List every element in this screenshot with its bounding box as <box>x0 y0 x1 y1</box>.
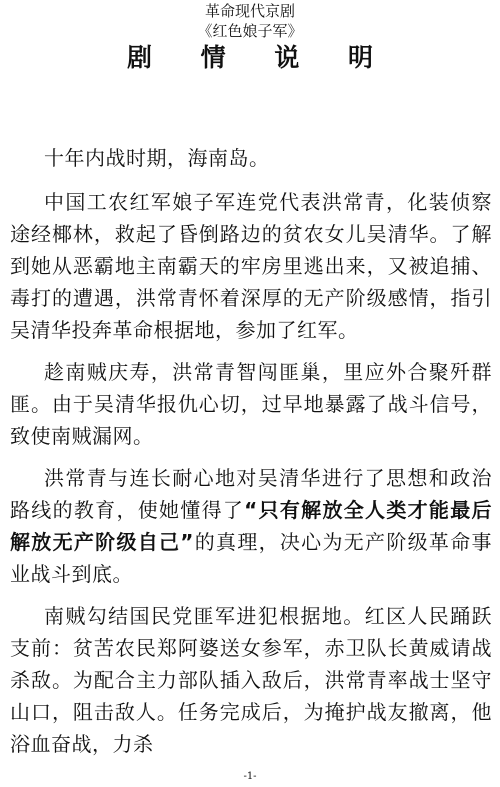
paragraph-setting: 十年内战时期，海南岛。 <box>44 146 270 170</box>
synopsis-title: 剧 情 说 明 <box>126 43 394 72</box>
paragraph-rescue: 中国工农红军娘子军连党代表洪常青，化装侦察途经椰林，救起了昏倒路边的贫农女儿吴清华。了解到她从恶霸地主南霸天的牢房里逃出来，又被追捕、毒打的遭遇，洪常青怀着深厚的无产阶级感情，指引吴清华投奔革命根据地，参加了红军。 <box>10 190 492 342</box>
synopsis-body <box>10 142 492 770</box>
page-number: -1- <box>243 771 257 782</box>
opera-genre-heading: 革命现代京剧 <box>204 2 295 20</box>
education-text-end: 的真理，决心为无产阶级革命事业战斗到底。 <box>10 530 492 586</box>
paragraph-education <box>10 462 492 590</box>
education-text-start: 洪常青与连长耐心地对吴清华进行了思想和政治路线的教育，使她懂得了 <box>10 466 492 522</box>
education-quote: “只有解放全人类才能最后解放无产阶级自己” <box>10 498 492 554</box>
opera-title-heading: 《红色娘子军》 <box>197 22 303 40</box>
paragraph-raid: 趁南贼庆寿，洪常青智闯匪巢，里应外合聚歼群匪。由于吴清华报仇心切，过早地暴露了战斗信号，致使南贼漏网。 <box>10 360 492 448</box>
paragraph-battle: 南贼勾结国民党匪军进犯根据地。红区人民踊跃支前：贫苦农民郑阿婆送女参军，赤卫队长黄威请战杀敌。为配合主力部队插入敌后，洪常青率战士坚守山口，阻击敌人。任务完成后，为掩护战友撤离，他浴血奋战，力杀 <box>10 604 492 756</box>
